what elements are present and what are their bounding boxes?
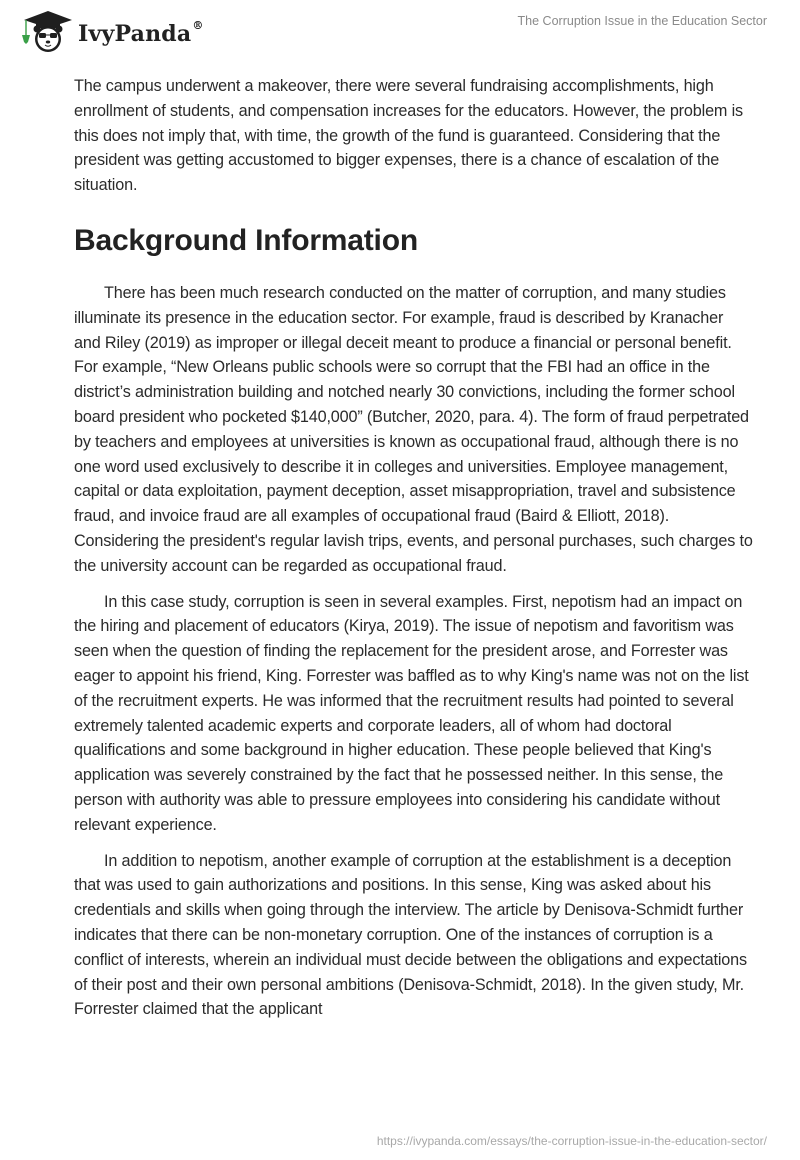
intro-paragraph: The campus underwent a makeover, there were several fundraising accomplishments, high enrollment of students, and compensation increases for the educators. However, the problem is this does not imply that, with time, the growth of the fund is guaranteed. Considering that the president was getting accustomed to bigger expenses, there is a chance of escalation of the situation. <box>74 77 743 195</box>
registered-mark: ® <box>192 18 204 32</box>
body-paragraph: In addition to nepotism, another example of corruption at the establishment is a deception that was used to gain authorizations and positions. In this sense, King was asked about his credentials and skills when going through the interview. The article by Denisova-Schmidt further indicates that there can be non-monetary corruption. One of the instances of corruption is a conflict of interests, wherein an individual must decide between the obligations and expectations of their post and their own personal ambitions (Denisova-Schmidt, 2018). In the given study, Mr. Forrester claimed that the applicant <box>74 851 747 1019</box>
essay-body <box>74 74 754 1033</box>
page-header <box>0 0 800 60</box>
source-url-link[interactable]: https://ivypanda.com/essays/the-corruption-issue-in-the-education-sector/ <box>376 1134 767 1148</box>
body-paragraph: There has been much research conducted on the matter of corruption, and many studies illuminate its presence in the education sector. For example, fraud is described by Kranacher and Riley (2019) as improper or illegal deceit meant to produce a financial or personal benefit. For example, “New Orleans public schools were so corrupt that the FBI had an office in the district’s administration building and notched nearly 30 convictions, including the former school board president who pocketed $140,000” (Butcher, 2020, para. 4). The form of fraud perpetrated by teachers and employees at universities is known as occupational fraud, although there is no one word used exclusively to describe it in colleges and universities. Employee management, capital or data exploitation, payment deception, asset misappropriation, travel and subsistence fraud, and invoice fraud are all examples of occupational fraud (Baird & Elliott, 2018). Considering the president's regular lavish trips, events, and personal purchases, such charges to the university account can be regarded as occupational fraud. <box>74 283 753 575</box>
panda-graduate-icon <box>18 8 74 54</box>
document-title: The Corruption Issue in the Education Sector <box>517 14 767 28</box>
ivypanda-logo[interactable] <box>18 8 204 54</box>
logo-wordmark: IvyPanda® <box>78 18 204 47</box>
section-heading: Background Information <box>74 223 418 257</box>
body-paragraph: In this case study, corruption is seen in several examples. First, nepotism had an impact on the hiring and placement of educators (Kirya, 2019). The issue of nepotism and favoritism was seen when the question of finding the replacement for the president arose, and Forrester was eager to appoint his friend, King. Forrester was baffled as to why King's name was not on the list of the recruitment experts. He was informed that the recruitment results had pointed to several extremely talented academic experts and corporate leaders, all of whom had doctoral qualifications and some background in higher education. These people believed that King's application was severely constrained by the fact that he possessed neither. In this sense, the person with authority was able to pressure employees into considering his candidate without relevant experience. <box>74 592 749 834</box>
